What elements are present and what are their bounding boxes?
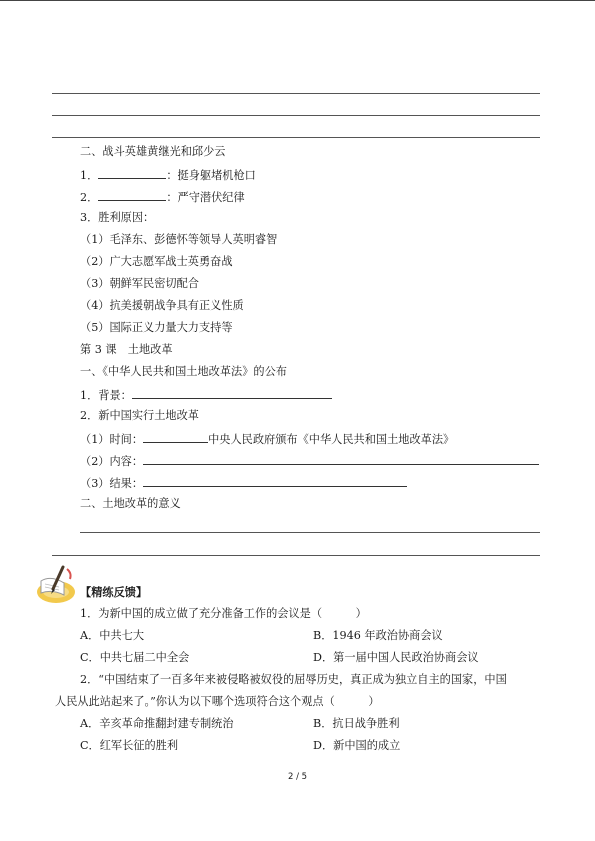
fill-blank[interactable]	[143, 431, 208, 443]
fill-blank[interactable]	[143, 475, 407, 487]
fill-item-1	[80, 167, 256, 183]
option-a[interactable]: A．中共七大	[80, 629, 145, 642]
result-label: （3）结果：	[80, 477, 144, 490]
option-c[interactable]: C．中共七届二中全会	[80, 651, 190, 664]
answer-line[interactable]	[52, 137, 540, 138]
section-heading: 二、战斗英雄黄继光和邱少云	[80, 145, 226, 158]
reasons-title: 3．胜利原因：	[80, 211, 155, 224]
fill-blank[interactable]	[98, 167, 166, 179]
content-label: （2）内容：	[80, 455, 144, 468]
background-item	[80, 387, 332, 403]
page-top-border	[0, 0, 595, 1]
background-label: 1．背景：	[80, 389, 132, 402]
fill-blank[interactable]	[132, 387, 332, 399]
fill-blank[interactable]	[143, 453, 539, 465]
reason-item: （4）抗美援朝战争具有正义性质	[80, 299, 244, 312]
answer-line[interactable]	[52, 115, 540, 116]
writing-brush-icon	[34, 563, 80, 607]
answer-line[interactable]	[52, 555, 540, 556]
practice-title: 【精练反馈】	[80, 585, 148, 599]
time-item	[80, 431, 454, 447]
option-d[interactable]: D．新中国的成立	[313, 739, 401, 752]
section-heading: 一、《中华人民共和国土地改革法》的公布	[80, 365, 287, 378]
option-a[interactable]: A．辛亥革命推翻封建专制统治	[80, 717, 234, 730]
answer-line[interactable]	[80, 532, 540, 533]
content-item	[80, 453, 539, 469]
item-text: ：挺身躯堵机枪口	[166, 169, 256, 182]
reason-item: （1）毛泽东、彭德怀等领导人英明睿智	[80, 233, 278, 246]
reason-item: （3）朝鲜军民密切配合	[80, 277, 199, 290]
option-b[interactable]: B．1946 年政治协商会议	[313, 629, 443, 642]
fill-blank[interactable]	[98, 189, 166, 201]
implement-heading: 2．新中国实行土地改革	[80, 409, 199, 422]
question-2-stem-line2: 人民从此站起来了。”你认为以下哪个选项符合这个观点（ ）	[55, 695, 380, 708]
page-number: 2 / 5	[287, 772, 308, 782]
option-c[interactable]: C．红军长征的胜利	[80, 739, 179, 752]
item-number: 2．	[80, 191, 99, 204]
lesson-title: 第 3 课 土地改革	[80, 343, 173, 356]
answer-line[interactable]	[52, 93, 540, 94]
time-text: 中央人民政府颁布《中华人民共和国土地改革法》	[208, 433, 455, 446]
fill-item-2	[80, 189, 245, 205]
section-heading: 二、土地改革的意义	[80, 497, 181, 510]
result-item	[80, 475, 407, 491]
item-number: 1．	[80, 169, 99, 182]
reason-item: （2）广大志愿军战士英勇奋战	[80, 255, 233, 268]
option-b[interactable]: B．抗日战争胜利	[313, 717, 400, 730]
time-label: （1）时间：	[80, 433, 144, 446]
question-1-stem: 1．为新中国的成立做了充分准备工作的会议是（ ）	[80, 607, 367, 620]
question-2-stem-line1: 2．“中国结束了一百多年来被侵略被奴役的屈辱历史，真正成为独立自主的国家，中国	[80, 673, 507, 686]
reason-item: （5）国际正义力量大力支持等	[80, 321, 233, 334]
item-text: ：严守潜伏纪律	[166, 191, 245, 204]
option-d[interactable]: D．第一届中国人民政治协商会议	[313, 651, 479, 664]
